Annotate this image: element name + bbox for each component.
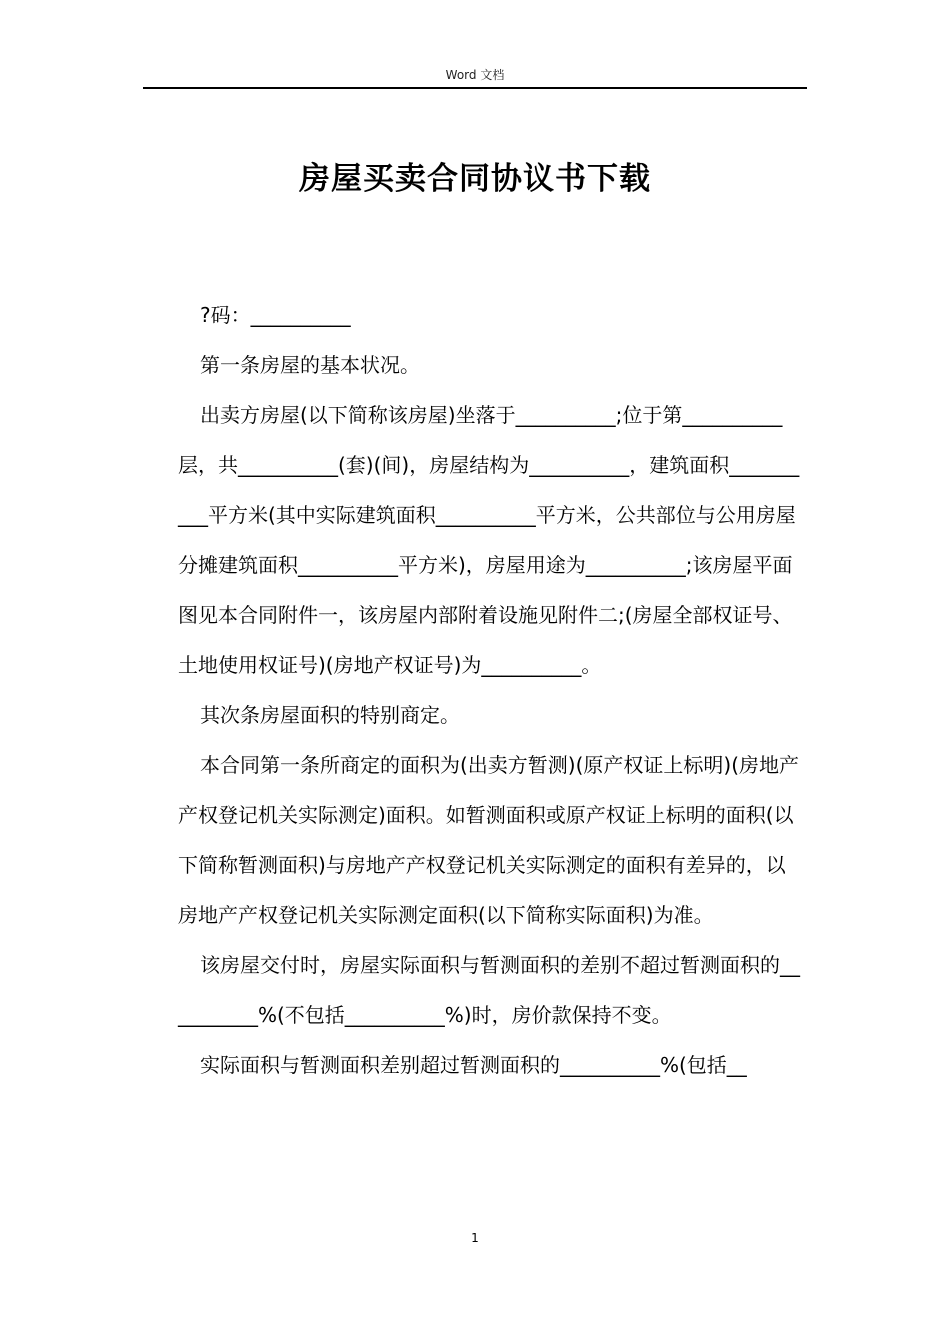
page-number: 1 [471,1231,479,1245]
paragraph-area-tolerance: 该房屋交付时，房屋实际面积与暂测面积的差别不超过暂测面积的__________%(不包括__________%)时，房价款保持不变。 [178,953,800,1027]
paragraph-property-details: 出卖方房屋(以下简称该房屋)坐落于__________;位于第__________层，共__________(套)(间)，房屋结构为__________，建筑面积__________平方米(其中实际建筑面积__________平方米，公共部位与公用房屋分摊建筑面积__________平方米)，房屋用途为__________;该房屋平面图见本合同附件一，该房屋内部附着设施见附件二;(房屋全部权证号、土地使用权证号)(房地产权证号)为__________。 [178,403,800,677]
paragraph-article-2-heading: 其次条房屋面积的特别商定。 [200,703,460,727]
paragraph-area-exceeding: 实际面积与暂测面积差别超过暂测面积的__________%(包括__ [200,1053,747,1077]
document-title: 房屋买卖合同协议书下载 [299,161,651,197]
paragraph-area-agreement: 本合同第一条所商定的面积为(出卖方暂测)(原产权证上标明)(房地产产权登记机关实际测定)面积。如暂测面积或原产权证上标明的面积(以下简称暂测面积)与房地产产权登记机关实际测定的面积有差异的，以房地产产权登记机关实际测定面积(以下简称实际面积)为准。 [178,753,800,927]
page-header: Word 文档 [445,68,505,82]
paragraph-article-1-heading: 第一条房屋的基本状况。 [200,353,420,377]
paragraph-code-number: ?码：__________ [200,303,351,327]
document-body [178,290,800,1090]
header-divider [143,87,807,89]
